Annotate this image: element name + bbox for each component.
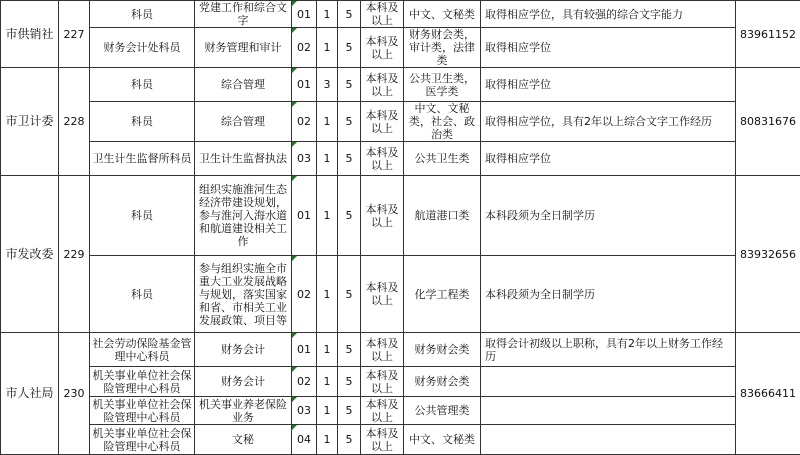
requirement-cell: 取得相应学位，具有较强的综合文字能力 [481, 1, 736, 28]
ratio-cell: 5 [338, 425, 361, 455]
table-row [1, 256, 800, 333]
position-code-cell: 01 [292, 1, 317, 28]
education-cell: 本科及以上 [361, 142, 404, 176]
duty-cell: 财务会计 [195, 367, 292, 397]
table-row [1, 102, 800, 142]
department-code: 229 [59, 176, 90, 333]
count-cell: 1 [317, 367, 338, 397]
major-cell: 中文、文秘类，社会、政治类 [404, 102, 481, 142]
requirement-cell: 取得相应学位 [481, 28, 736, 68]
position-code-cell: 03 [292, 142, 317, 176]
table-row [1, 68, 800, 102]
major-cell: 中文、文秘类 [404, 425, 481, 455]
education-cell: 本科及以上 [361, 28, 404, 68]
count-cell: 1 [317, 28, 338, 68]
position-cell: 科员 [90, 176, 195, 256]
education-cell: 本科及以上 [361, 367, 404, 397]
ratio-cell: 5 [338, 256, 361, 333]
position-code-cell: 02 [292, 102, 317, 142]
count-cell: 1 [317, 397, 338, 425]
education-cell: 本科及以上 [361, 176, 404, 256]
education-cell: 本科及以上 [361, 425, 404, 455]
education-cell: 本科及以上 [361, 397, 404, 425]
requirement-cell: 本科段须为全日制学历 [481, 256, 736, 333]
contact-phone: 83961152 [736, 1, 800, 68]
department-name: 市发改委 [1, 176, 59, 333]
ratio-cell: 5 [338, 28, 361, 68]
position-cell: 机关事业单位社会保险管理中心科员 [90, 397, 195, 425]
position-code-cell: 03 [292, 397, 317, 425]
count-cell: 1 [317, 176, 338, 256]
department-name: 市卫计委 [1, 68, 59, 176]
ratio-cell: 5 [338, 397, 361, 425]
requirement-cell: 取得相应学位 [481, 142, 736, 176]
education-cell: 本科及以上 [361, 102, 404, 142]
position-cell: 社会劳动保险基金管理中心科员 [90, 333, 195, 367]
count-cell: 1 [317, 333, 338, 367]
contact-phone: 80831676 [736, 68, 800, 176]
requirement-cell [481, 425, 736, 455]
position-cell: 科员 [90, 256, 195, 333]
duty-cell: 党建工作和综合文字 [195, 1, 292, 28]
department-name: 市供销社 [1, 1, 59, 68]
position-code-cell: 01 [292, 68, 317, 102]
position-code-cell: 02 [292, 256, 317, 333]
position-code-cell: 02 [292, 367, 317, 397]
duty-cell: 组织实施淮河生态经济带建设规划，参与淮河入海水道和航道建设相关工作 [195, 176, 292, 256]
ratio-cell: 5 [338, 142, 361, 176]
duty-cell: 综合管理 [195, 102, 292, 142]
requirement-cell: 取得相应学位 [481, 68, 736, 102]
requirement-cell: 本科段须为全日制学历 [481, 176, 736, 256]
position-cell: 卫生计生监督所科员 [90, 142, 195, 176]
table-row [1, 142, 800, 176]
position-cell: 机关事业单位社会保险管理中心科员 [90, 367, 195, 397]
ratio-cell: 5 [338, 68, 361, 102]
duty-cell: 卫生计生监督执法 [195, 142, 292, 176]
major-cell: 化学工程类 [404, 256, 481, 333]
duty-cell: 财务会计 [195, 333, 292, 367]
position-cell: 科员 [90, 68, 195, 102]
count-cell: 1 [317, 256, 338, 333]
requirement-cell [481, 397, 736, 425]
major-cell: 公共卫生类 [404, 142, 481, 176]
education-cell: 本科及以上 [361, 333, 404, 367]
duty-cell: 参与组织实施全市重大工业发展战略与规划，落实国家和省、市相关工业发展政策、项目等 [195, 256, 292, 333]
major-cell: 财务财会类 [404, 367, 481, 397]
table-row [1, 28, 800, 68]
duty-cell: 财务管理和审计 [195, 28, 292, 68]
major-cell: 财务财会类，审计类，法律类 [404, 28, 481, 68]
table-row [1, 1, 800, 28]
major-cell: 中文、文秘类 [404, 1, 481, 28]
major-cell: 公共卫生类，医学类 [404, 68, 481, 102]
ratio-cell: 5 [338, 102, 361, 142]
major-cell: 公共管理类 [404, 397, 481, 425]
table-row [1, 367, 800, 397]
position-code-cell: 02 [292, 28, 317, 68]
count-cell: 1 [317, 102, 338, 142]
position-cell: 机关事业单位社会保险管理中心科员 [90, 425, 195, 455]
requirement-cell: 取得会计初级以上职称，具有2年以上财务工作经历 [481, 333, 736, 367]
ratio-cell: 5 [338, 367, 361, 397]
position-code-cell: 01 [292, 176, 317, 256]
duty-cell: 综合管理 [195, 68, 292, 102]
position-cell: 科员 [90, 1, 195, 28]
education-cell: 本科及以上 [361, 1, 404, 28]
major-cell: 财务财会类 [404, 333, 481, 367]
table-row [1, 425, 800, 455]
count-cell: 1 [317, 1, 338, 28]
ratio-cell: 5 [338, 176, 361, 256]
table-row [1, 176, 800, 256]
requirement-cell [481, 367, 736, 397]
department-code: 228 [59, 68, 90, 176]
position-cell: 财务会计处科员 [90, 28, 195, 68]
education-cell: 本科及以上 [361, 256, 404, 333]
table-row [1, 333, 800, 367]
major-cell: 航道港口类 [404, 176, 481, 256]
contact-phone: 83932656 [736, 176, 800, 333]
position-code-cell: 04 [292, 425, 317, 455]
ratio-cell: 5 [338, 1, 361, 28]
table-row [1, 397, 800, 425]
duty-cell: 机关事业养老保险业务 [195, 397, 292, 425]
position-cell: 科员 [90, 102, 195, 142]
department-code: 227 [59, 1, 90, 68]
ratio-cell: 5 [338, 333, 361, 367]
education-cell: 本科及以上 [361, 68, 404, 102]
duty-cell: 文秘 [195, 425, 292, 455]
department-name: 市人社局 [1, 333, 59, 455]
count-cell: 1 [317, 425, 338, 455]
count-cell: 1 [317, 142, 338, 176]
position-code-cell: 01 [292, 333, 317, 367]
count-cell: 3 [317, 68, 338, 102]
contact-phone: 83666411 [736, 333, 800, 455]
department-code: 230 [59, 333, 90, 455]
requirement-cell: 取得相应学位，具有2年以上综合文字工作经历 [481, 102, 736, 142]
